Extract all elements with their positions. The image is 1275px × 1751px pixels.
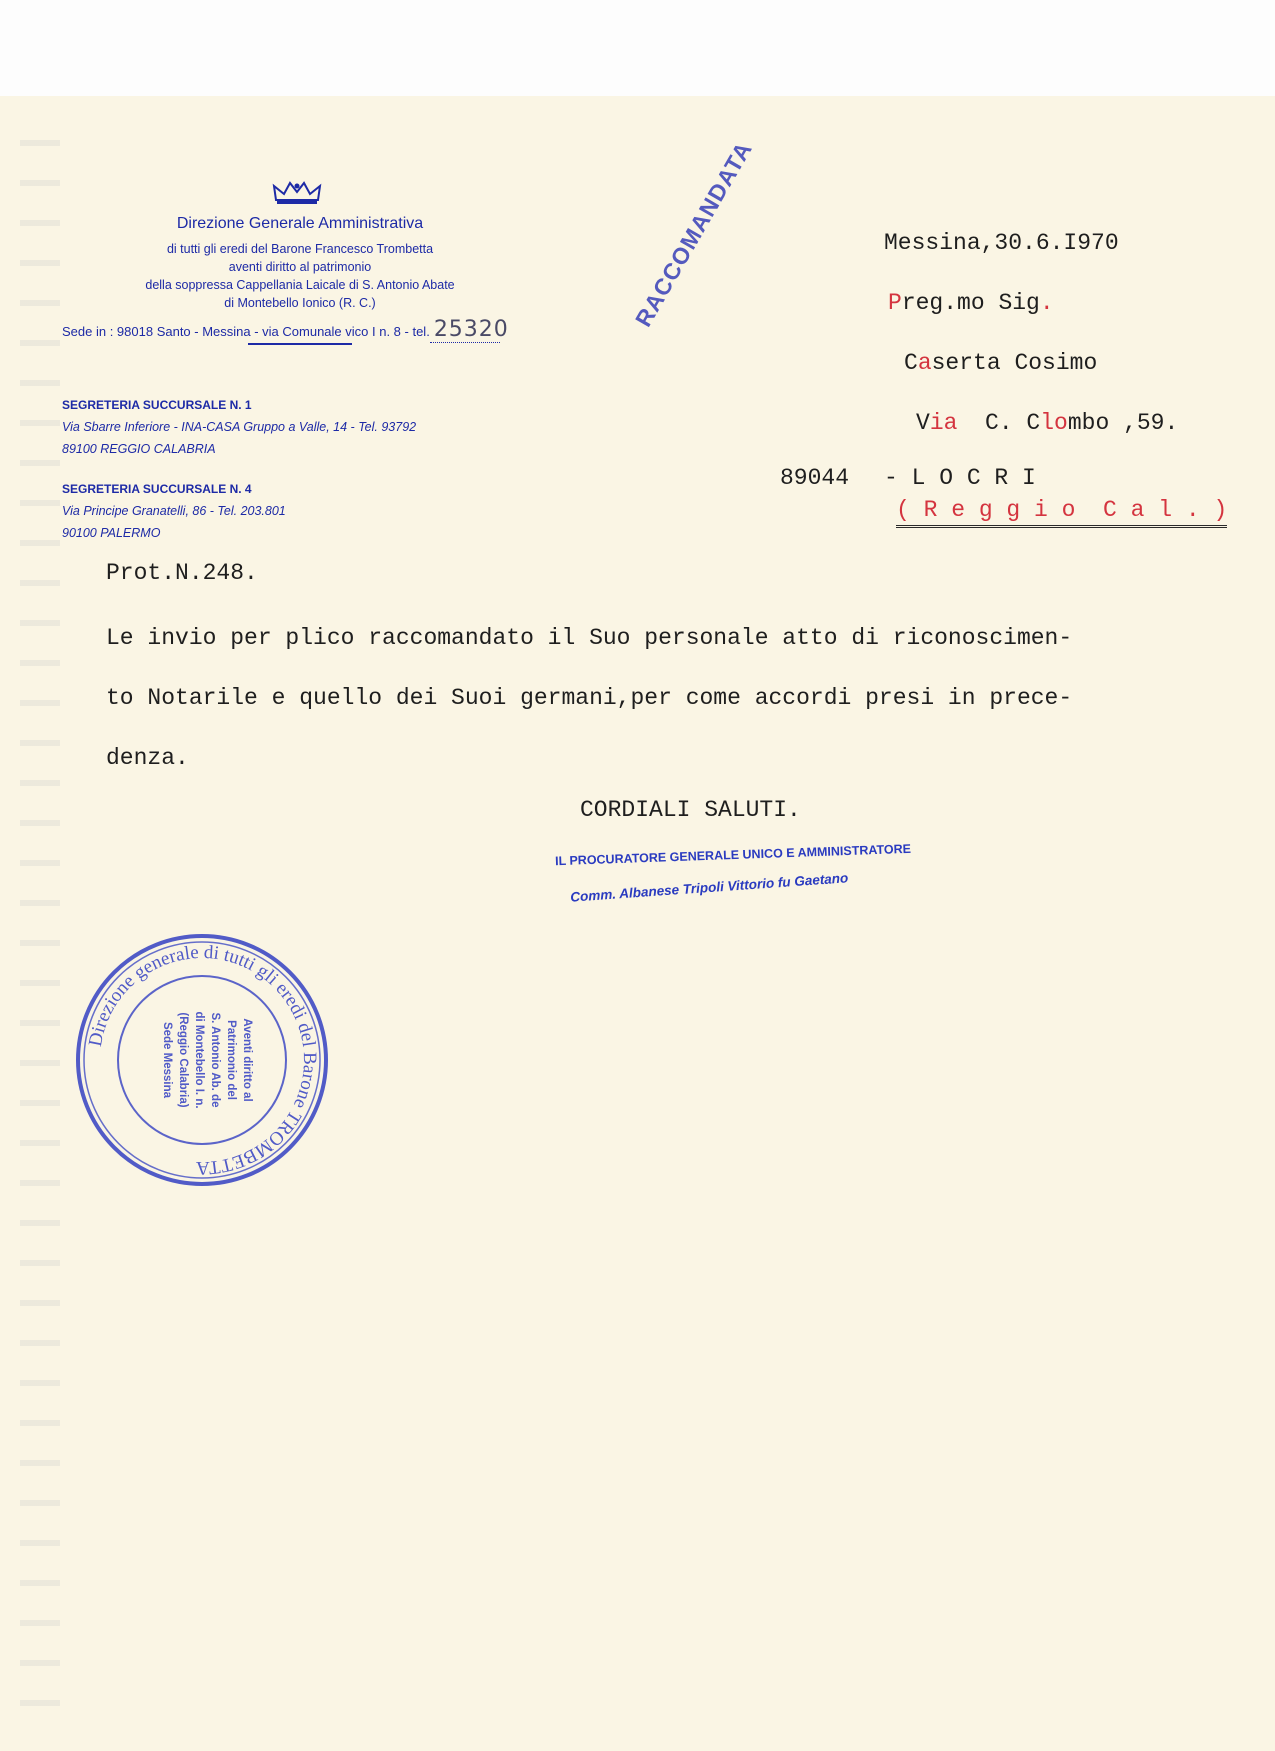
- name-text: C: [904, 350, 918, 376]
- raccomandata-stamp: RACCOMANDATA: [630, 136, 758, 331]
- letterhead-underline: [248, 343, 352, 345]
- red-letter: P: [888, 290, 902, 316]
- seal-inner-line: Aventi diritto al: [241, 1018, 253, 1102]
- sede-text: Sede in : 98018 Santo - Messina - via Comunale vico I n. 8 - tel.: [62, 324, 430, 339]
- letterhead-line: di tutti gli eredi del Barone Francesco Trombetta: [166, 242, 434, 256]
- branch-title: SEGRETERIA SUCCURSALE N. 1: [62, 398, 252, 412]
- letter-date: Messina,30.6.I970: [884, 230, 1119, 256]
- seal-inner-line: Patrimonio del: [225, 1020, 237, 1100]
- letterhead-title: Direzione Generale Amministrativa: [176, 215, 424, 232]
- recipient-street: [916, 410, 1178, 436]
- seal-inner-line: S. Antonio Ab. de: [209, 1012, 221, 1108]
- branch-city: 89100 REGGIO CALABRIA: [62, 442, 216, 456]
- red-letter: a: [917, 350, 932, 376]
- branch-address: Via Sbarre Inferiore - INA-CASA Gruppo a Valle, 14 - Tel. 93792: [62, 420, 417, 434]
- round-seal-stamp: [72, 930, 332, 1190]
- branch-title: SEGRETERIA SUCCURSALE N. 4: [62, 482, 252, 496]
- letterhead-address: [62, 317, 509, 343]
- salutation-text: reg: [901, 290, 944, 316]
- recipient-province: ( R e g g i o C a l . ): [896, 497, 1227, 528]
- letterhead-line: di Montebello Ionico (R. C.): [224, 296, 376, 310]
- letter-paper: [0, 96, 1275, 1751]
- seal-inner-line: (Reggio Calabria): [177, 1012, 189, 1108]
- salutation-text: mo Sig: [957, 290, 1040, 316]
- red-letter: .: [1039, 290, 1054, 316]
- bleed-through-shadow: [20, 140, 60, 1720]
- salutation-dot: .: [943, 290, 958, 316]
- crown-emblem-icon: [272, 180, 322, 206]
- seal-inner-line: Sede Messina: [161, 1021, 173, 1099]
- red-letter: ia: [929, 410, 958, 436]
- letterhead-line: della soppressa Cappellania Laicale di S. Antonio Abate: [145, 278, 455, 292]
- letter-body: [106, 608, 1072, 788]
- street-text: C. C: [957, 410, 1041, 436]
- tel-handwritten: 25320: [433, 317, 509, 342]
- street-text: V: [916, 410, 930, 436]
- seal-inner-line: di Montebello I. n.: [193, 1011, 205, 1109]
- name-text: serta Cosimo: [931, 350, 1098, 376]
- red-letter: lo: [1040, 410, 1068, 436]
- branch-address: Via Principe Granatelli, 86 - Tel. 203.801: [62, 504, 286, 518]
- closing-greeting: CORDIALI SALUTI.: [580, 797, 801, 823]
- seal-outer-text: Direzione generale di tutti gli eredi del Barone TROMBETTA: [84, 941, 321, 1179]
- branch-city: 90100 PALERMO: [62, 526, 161, 540]
- tel-dotted-line: [430, 317, 509, 343]
- recipient-city: - L O C R I: [884, 465, 1036, 491]
- recipient-salutation: [888, 290, 1054, 316]
- body-line: to Notarile e quello dei Suoi germani,per come accordi presi in prece-: [106, 685, 1073, 711]
- street-text: mbo ,59.: [1067, 410, 1179, 436]
- branch-1: [62, 394, 416, 460]
- branch-4: [62, 478, 286, 544]
- body-line: denza.: [106, 745, 189, 771]
- scan-border: [0, 0, 1275, 96]
- signature-stamp-role: IL PROCURATORE GENERALE UNICO E AMMINISTRATORE: [554, 841, 912, 869]
- recipient-cap: 89044: [780, 465, 850, 491]
- body-line: Le invio per plico raccomandato il Suo personale atto di riconoscimen-: [106, 625, 1073, 651]
- signature-stamp-name: Comm. Albanese Tripoli Vittorio fu Gaetano: [569, 870, 849, 905]
- letterhead-line: aventi diritto al patrimonio: [228, 260, 372, 274]
- recipient-name: [904, 350, 1097, 376]
- protocol-number: Prot.N.248.: [106, 560, 258, 586]
